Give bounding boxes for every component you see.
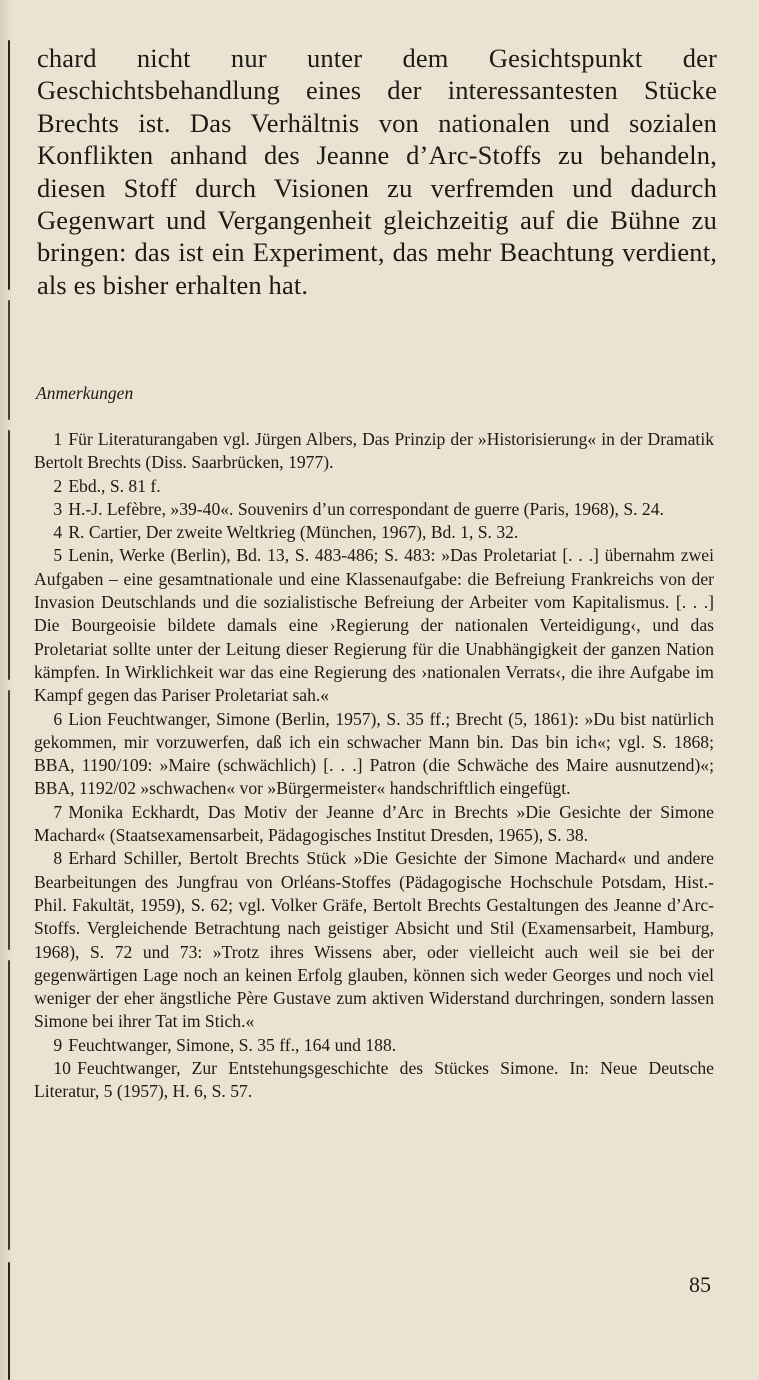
gutter-line [8,690,10,950]
note-number: 3 [53,498,63,519]
note-number: 2 [53,475,63,496]
note-item [34,708,714,801]
note-number: 10 [53,1058,71,1079]
note-text: H.-J. Lefèbre, »39-40«. Souvenirs d’un correspondant de guerre (Paris, 1968), S. 24. [68,498,664,519]
note-item [34,428,714,475]
gutter-line [8,300,10,420]
note-item [34,1057,714,1104]
gutter-line [8,960,10,1250]
note-text: Für Literaturangaben vgl. Jürgen Albers, Das Prinzip der »Historisierung« in der Dramatik Bertolt Brechts (Diss. Saarbrücken, 1977). [34,429,714,473]
note-text: Ebd., S. 81 f. [68,475,161,496]
note-item [34,498,714,521]
note-item [34,521,714,544]
gutter-line [8,40,10,290]
note-text: Monika Eckhardt, Das Motiv der Jeanne d’Arc in Brechts »Die Gesichte der Simone Machard« (Staatsexamensarbeit, Pädagogisches Institut Dresden, 1965), S. 38. [34,801,714,846]
note-text: R. Cartier, Der zweite Weltkrieg (München, 1967), Bd. 1, S. 32. [68,522,519,543]
note-number: 7 [53,801,63,822]
note-text: Lion Feuchtwanger, Simone (Berlin, 1957), S. 35 ff.; Brecht (5, 1861): »Du bist natürlich gekommen, mir vorzuwerfen, daß ich ein schwacher Mann bin. Das bin ich«; vgl. S. 1868; BBA, 1190/109: »Maire (schwächlich) [. . .] Patron (die Schwäche des Maire ausnutzend)«; BBA, 1192/02 »schwachen« vor »Bürgermeister« handschriftlich eingefügt. [34,708,714,799]
note-number: 1 [53,429,63,449]
note-text: Lenin, Werke (Berlin), Bd. 13, S. 483-486; S. 483: »Das Proletariat [. . .] übernahm zwei Aufgaben – eine gesamtnationale und eine Klassenaufgabe: die Befreiung Frankreichs von der Invasion Deutschlands und die sozialistische Befreiung der Arbeiter vom Kapitalismus. [. . .] Die Bourgeoisie bildete damals eine ›Regierung der nationalen Verteidigung‹, und das Proletariat sollte unter der Leitung dieser Regierung für die Unabhängigkeit der ganzen Nation kämpfen. In Wirklichkeit war das eine Regierung des ›nationalen Verrats‹, die ihre Aufgabe im Kampf gegen das Pariser Proletariat sah.« [34,545,714,706]
note-number: 5 [53,545,63,566]
note-text: Erhard Schiller, Bertolt Brechts Stück »Die Gesichte der Simone Machard« und andere Bearbeitungen des Jungfrau von Orléans-Stoffes (Pädagogische Hochschule Potsdam, Hist.-Phil. Fakultät, 1959), S. 62; vgl. Volker Gräfe, Bertolt Brechts Gestaltungen des Jeanne d’Arc-Stoffs. Vergleichende Betrachtung nach geistiger Absicht und Stil (Examensarbeit, Hamburg, 1968), S. 72 und 73: »Trotz ihres Wissens aber, oder vielleicht auch weil sie bei der gegenwärtigen Lage noch an keinen Erfolg glauben, können sich weder Georges und noch viel weniger der eher ängstliche Père Gustave zum aktiven Widerstand durchringen, sondern lassen Simone bei ihrer Tat im Stich.« [34,848,714,1032]
note-item [34,801,714,848]
body-paragraph: chard nicht nur unter dem Gesichtspunkt der Geschichtsbehandlung eines der interessantesten Stücke Brechts ist. Das Verhältnis von nationalen und sozialen Konflikten anhand des Jeanne d’Arc-Stoffs zu behandeln, diesen Stoff durch Visionen zu verfremden und dadurch Gegenwart und Vergangenheit gleichzeitig auf die Bühne zu bringen: das ist ein Experiment, das mehr Beachtung verdient, als es bisher erhalten hat. [37,43,717,300]
gutter-line [8,430,10,680]
note-item [34,544,714,707]
note-item [34,847,714,1033]
page-edge-shadow [0,0,14,1380]
body-text-block [37,42,717,301]
note-number: 8 [53,848,63,869]
gutter-line [8,1262,10,1380]
note-item [34,1034,714,1057]
notes-list [34,428,714,1104]
note-text: Feuchtwanger, Zur Entstehungsgeschichte des Stückes Simone. In: Neue Deutsche Literatur, 5 (1957), H. 6, S. 57. [34,1058,714,1102]
note-number: 6 [53,708,63,729]
note-text: Feuchtwanger, Simone, S. 35 ff., 164 und 188. [68,1034,397,1055]
notes-heading: Anmerkungen [36,383,134,403]
page-number: 85 [689,1272,711,1297]
note-item [34,475,714,498]
note-number: 9 [53,1034,63,1055]
note-number: 4 [53,522,63,543]
